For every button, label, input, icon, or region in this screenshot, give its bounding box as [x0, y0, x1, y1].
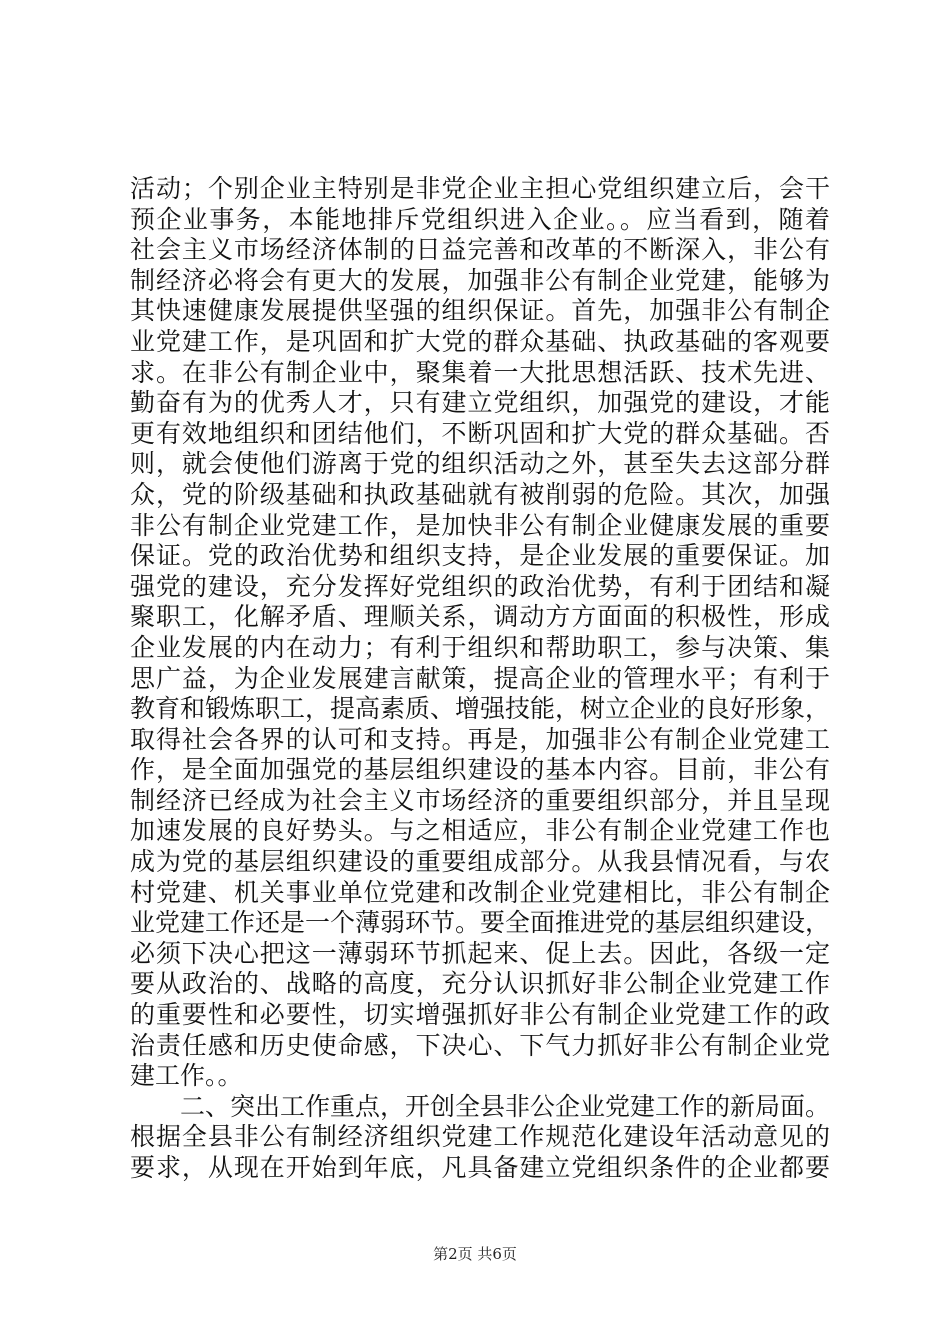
text-line: 根据全县非公有制经济组织党建工作规范化建设年活动意见的: [130, 1122, 830, 1152]
text-line: 成为党的基层组织建设的重要组成部分。从我县情况看，与农: [130, 847, 830, 877]
text-line: 的重要性和必要性，切实增强抓好非公有制企业党建工作的政: [130, 1000, 830, 1030]
text-line: 社会主义市场经济体制的日益完善和改革的不断深入，非公有: [130, 235, 830, 265]
text-line: 必须下决心把这一薄弱环节抓起来、促上去。因此，各级一定: [130, 938, 830, 968]
text-line: 强党的建设，充分发挥好党组织的政治优势，有利于团结和凝: [130, 571, 830, 601]
text-line: 业党建工作，是巩固和扩大党的群众基础、执政基础的客观要: [130, 326, 830, 356]
page-footer: [0, 1244, 950, 1264]
text-line: 教育和锻炼职工，提高素质、增强技能，树立企业的良好形象，: [130, 694, 831, 724]
text-line: 业党建工作还是一个薄弱环节。要全面推进党的基层组织建设，: [130, 908, 831, 938]
text-line: 企业发展的内在动力；有利于组织和帮助职工，参与决策、集: [130, 632, 830, 662]
text-line: 作，是全面加强党的基层组织建设的基本内容。目前，非公有: [130, 755, 830, 785]
text-line: 则，就会使他们游离于党的组织活动之外，甚至失去这部分群: [130, 449, 830, 479]
text-line: 制经济已经成为社会主义市场经济的重要组织部分，并且呈现: [130, 785, 830, 815]
text-line: 求。在非公有制企业中，聚集着一大批思想活跃、技术先进、: [130, 357, 830, 387]
text-line: 非公有制企业党建工作，是加快非公有制企业健康发展的重要: [130, 510, 830, 540]
page-number: 第2页 共6页: [433, 1245, 517, 1263]
text-line: 取得社会各界的认可和支持。再是，加强非公有制企业党建工: [130, 724, 830, 754]
section-heading-line: 二、突出工作重点，开创全县非公企业党建工作的新局面。: [180, 1091, 831, 1121]
text-line: 要从政治的、战略的高度，充分认识抓好非公制企业党建工作: [130, 969, 830, 999]
text-line: 制经济必将会有更大的发展，加强非公有制企业党建，能够为: [130, 265, 830, 295]
text-line: 村党建、机关事业单位党建和改制企业党建相比，非公有制企: [130, 877, 830, 907]
text-line: 加速发展的良好势头。与之相适应，非公有制企业党建工作也: [130, 816, 830, 846]
text-line: 更有效地组织和团结他们，不断巩固和扩大党的群众基础。否: [130, 418, 830, 448]
text-line: 勤奋有为的优秀人才，只有建立党组织，加强党的建设，才能: [130, 388, 830, 418]
body-text: [130, 174, 830, 1184]
text-line: 要求，从现在开始到年底，凡具备建立党组织条件的企业都要: [130, 1153, 830, 1182]
text-line: 建工作。。: [130, 1061, 243, 1091]
text-line: 思广益，为企业发展建言献策，提高企业的管理水平；有利于: [130, 663, 830, 693]
text-line: 众，党的阶级基础和执政基础就有被削弱的危险。其次，加强: [130, 479, 830, 509]
text-line: 治责任感和历史使命感，下决心、下气力抓好非公有制企业党: [130, 1030, 830, 1060]
text-line: 活动；个别企业主特别是非党企业主担心党组织建立后，会干: [130, 174, 830, 203]
text-line: 其快速健康发展提供坚强的组织保证。首先，加强非公有制企: [130, 296, 830, 326]
text-line: 聚职工，化解矛盾、理顺关系，调动方方面面的积极性，形成: [130, 602, 830, 632]
text-line: 预企业事务，本能地排斥党组织进入企业。。应当看到，随着: [130, 204, 830, 234]
text-line: 保证。党的政治优势和组织支持，是企业发展的重要保证。加: [130, 541, 830, 571]
